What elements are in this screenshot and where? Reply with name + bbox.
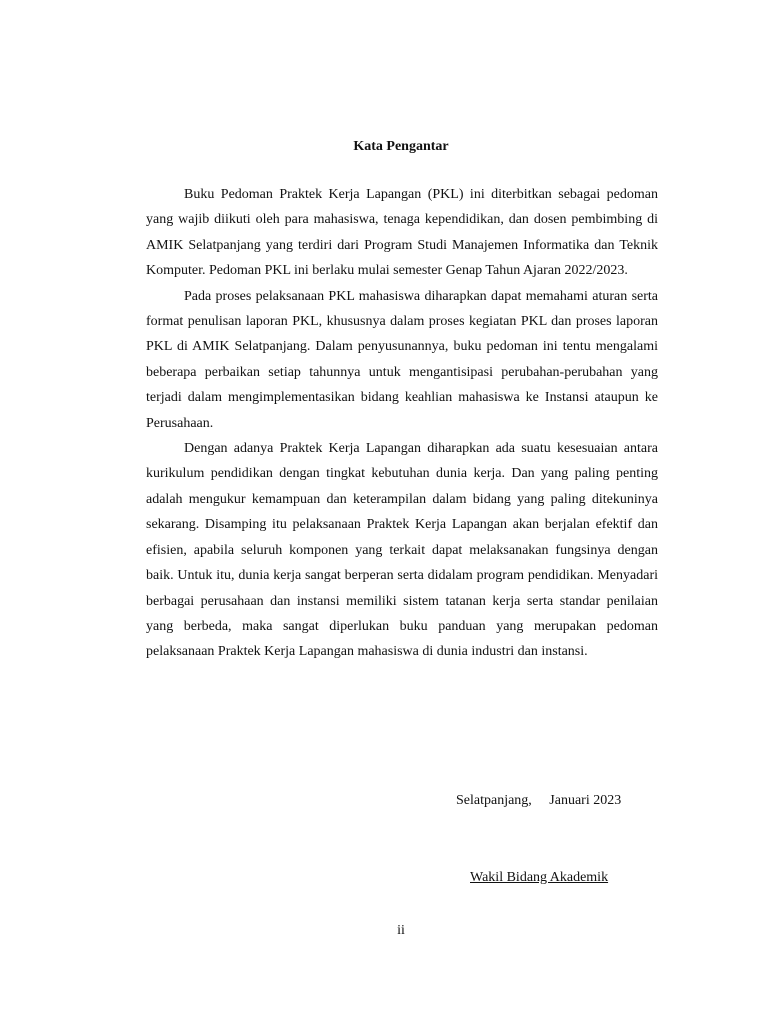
signature-role: Wakil Bidang Akademik bbox=[470, 870, 609, 885]
page-number: ii bbox=[397, 923, 405, 938]
paragraph-1: Buku Pedoman Praktek Kerja Lapangan (PKL) ini diterbitkan sebagai pedoman yang wajib diikuti oleh para mahasiswa, tenaga kependidikan, dan dosen pembimbing di AMIK Selatpanjang yang terdiri dari Program Studi Manajemen Informatika dan Teknik Komputer. Pedoman PKL ini berlaku mulai semester Genap Tahun Ajaran 2022/2023. bbox=[146, 187, 658, 279]
paragraph-3: Dengan adanya Praktek Kerja Lapangan diharapkan ada suatu kesesuaian antara kurikulum pendidikan dengan tingkat kebutuhan dunia kerja. Dan yang paling penting adalah mengukur kemampuan dan keterampilan dalam bidang yang paling ditekuninya sekarang. Disamping itu pelaksanaan Praktek Kerja Lapangan akan berjalan efektif dan efisien, apabila seluruh komponen yang terkait dapat melaksanakan fungsinya dengan baik. Untuk itu, dunia kerja sangat berperan serta didalam program pendidikan. Menyadari berbagai perusahaan dan instansi memiliki sistem tatanan kerja serta standar penilaian yang berbeda, maka sangat diperlukan buku panduan yang merupakan pedoman pelaksanaan Praktek Kerja Lapangan mahasiswa di dunia industri dan instansi. bbox=[146, 441, 658, 660]
paragraph-2: Pada proses pelaksanaan PKL mahasiswa diharapkan dapat memahami aturan serta format penulisan laporan PKL, khususnya dalam proses kegiatan PKL dan proses laporan PKL di AMIK Selatpanjang. Dalam penyusunannya, buku pedoman ini tentu mengalami beberapa perbaikan setiap tahunnya untuk mengantisipasi perubahan-perubahan yang terjadi dalam mengimplementasikan bidang keahlian mahasiswa ke Instansi ataupun ke Perusahaan. bbox=[146, 288, 658, 431]
page-title: Kata Pengantar bbox=[353, 139, 449, 154]
foreword-body bbox=[146, 182, 658, 665]
signature-place-date: Selatpanjang, Januari 2023 bbox=[456, 793, 622, 808]
